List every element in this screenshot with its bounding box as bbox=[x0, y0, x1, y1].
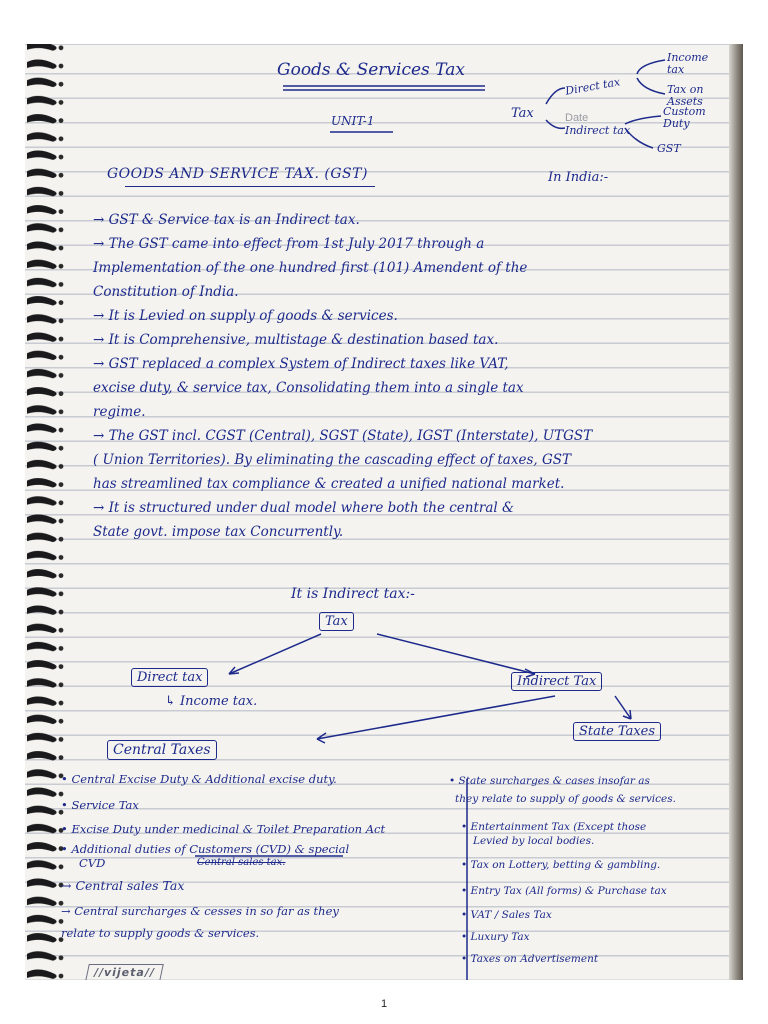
central-item: relate to supply goods & services. bbox=[61, 926, 260, 940]
state-item: • State surcharges & cases insofar as bbox=[449, 775, 650, 787]
custom-duty-label: Custom Duty bbox=[663, 105, 706, 130]
state-item: • VAT / Sales Tax bbox=[461, 909, 552, 921]
central-item: → Central surcharges & cesses in so far as they bbox=[61, 904, 339, 918]
indirect-tax-box: Indirect Tax bbox=[511, 672, 602, 691]
indirect-tax-heading: It is Indirect tax:- bbox=[291, 586, 415, 602]
state-item: • Entry Tax (All forms) & Purchase tax bbox=[461, 885, 667, 897]
state-taxes-box: State Taxes bbox=[573, 722, 661, 741]
note-line: State govt. impose tax Concurrently. bbox=[93, 524, 344, 540]
page-edge-shadow bbox=[729, 44, 743, 980]
note-line: → It is Levied on supply of goods & services. bbox=[93, 308, 398, 324]
note-line: has streamlined tax compliance & created a unified national market. bbox=[93, 476, 565, 492]
tax-box: Tax bbox=[319, 612, 354, 631]
indirect-tax-label: Indirect tax bbox=[565, 124, 631, 137]
section-heading-suffix: In India:- bbox=[548, 170, 609, 185]
state-item: • Taxes on Advertisement bbox=[461, 953, 599, 965]
note-line: → It is structured under dual model where both the central & bbox=[93, 500, 515, 516]
central-item: • Additional duties of Customers (CVD) & special bbox=[61, 842, 350, 856]
section-heading: GOODS AND SERVICE TAX. (GST) bbox=[107, 166, 368, 182]
central-strikethrough: Central sales tax. bbox=[197, 857, 286, 868]
central-item: • Service Tax bbox=[61, 798, 139, 812]
note-line: → The GST came into effect from 1st July 2017 through a bbox=[93, 236, 485, 252]
gst-label: GST bbox=[657, 142, 681, 155]
income-tax-item: ↳ Income tax. bbox=[165, 694, 258, 709]
page-title: Goods & Services Tax bbox=[277, 60, 465, 80]
state-item: • Entertainment Tax (Except those bbox=[461, 821, 647, 833]
note-line: excise duty, & service tax, Consolidating them into a single tax bbox=[93, 380, 524, 396]
note-line: Implementation of the one hundred first (101) Amendent of the bbox=[93, 260, 528, 276]
note-line: → The GST incl. CGST (Central), SGST (State), IGST (Interstate), UTGST bbox=[93, 428, 593, 444]
central-item: • Central Excise Duty & Additional excise duty. bbox=[61, 772, 337, 786]
unit-label: UNIT-1 bbox=[331, 114, 375, 128]
heading-underline bbox=[125, 186, 375, 187]
direct-tax-label: Direct tax bbox=[564, 75, 622, 98]
central-item: → Central sales Tax bbox=[61, 878, 185, 893]
notebook-brand-logo: //vijeta// bbox=[85, 964, 164, 980]
state-item: they relate to supply of goods & services. bbox=[455, 793, 676, 805]
note-line: → It is Comprehensive, multistage & destination based tax. bbox=[93, 332, 499, 348]
date-label: Date bbox=[565, 112, 589, 124]
state-item: • Tax on Lottery, betting & gambling. bbox=[461, 859, 661, 871]
spiral-binding bbox=[25, 44, 71, 980]
state-item: • Luxury Tax bbox=[461, 931, 530, 943]
income-tax-label: Income tax bbox=[667, 51, 709, 76]
note-line: → GST replaced a complex System of Indirect taxes like VAT, bbox=[93, 356, 509, 372]
state-item: Levied by local bodies. bbox=[473, 835, 595, 847]
note-line: ( Union Territories). By eliminating the cascading effect of taxes, GST bbox=[93, 452, 572, 468]
page-number: 1 bbox=[380, 998, 388, 1010]
note-line: → GST & Service tax is an Indirect tax. bbox=[93, 212, 360, 228]
notebook-page bbox=[25, 44, 743, 980]
note-line: regime. bbox=[93, 404, 146, 420]
direct-tax-box: Direct tax bbox=[131, 668, 208, 687]
tax-on-assets-label: Tax on Assets bbox=[667, 83, 704, 108]
central-taxes-box: Central Taxes bbox=[107, 740, 217, 760]
note-line: Constitution of India. bbox=[93, 284, 239, 300]
central-item: • Excise Duty under medicinal & Toilet Preparation Act bbox=[61, 822, 386, 836]
central-item: CVD bbox=[79, 856, 106, 870]
diagram-root-tax: Tax bbox=[511, 106, 534, 121]
